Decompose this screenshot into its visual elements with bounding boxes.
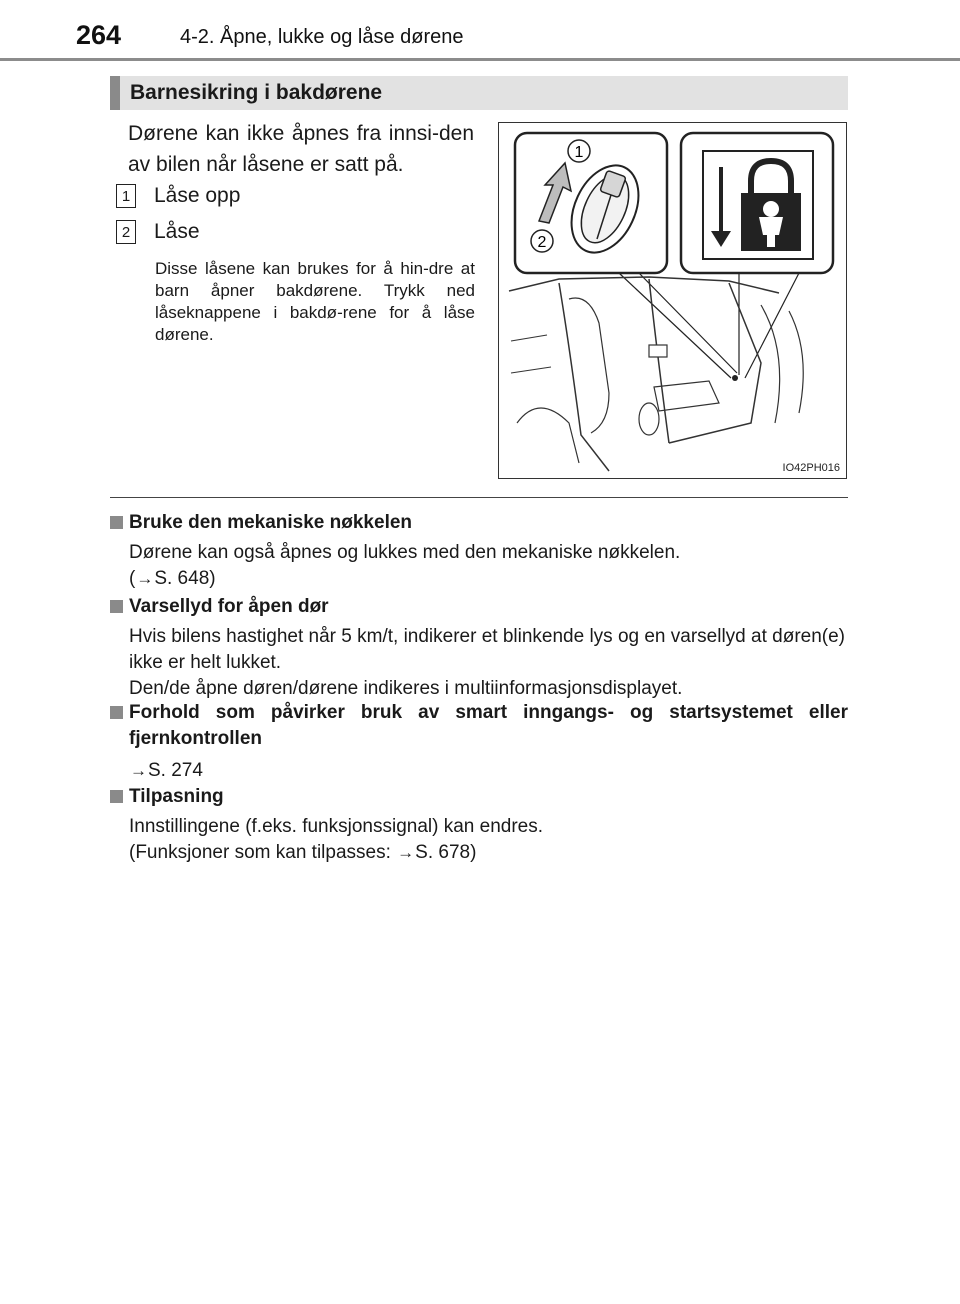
bullet-square-icon [110,706,123,719]
page-reference[interactable]: →S. 274 [130,760,203,781]
arrow-right-icon: → [130,761,147,780]
info-item-title: Bruke den mekaniske nøkkelen [129,512,413,533]
bullet-square-icon [110,600,123,613]
figure-code: IO42PH016 [782,462,840,474]
child-icon [763,201,779,217]
info-item-text: Hvis bilens hastighet når 5 km/t, indikerer et blinkende lys og en varsellyd at døren(e) ikke er helt lukket. [129,626,846,673]
info-item-body [129,540,848,592]
callout-2: 2 [537,234,547,251]
info-item-text: Dørene kan også åpnes og lukkes med den mekaniske nøkkelen. [129,542,681,563]
info-item-body [129,814,848,866]
info-item-text: Den/de åpne døren/dørene indikeres i multiinformasjonsdisplayet. [129,678,683,699]
info-item-customization [110,784,848,866]
info-item-title: Tilpasning [129,786,224,807]
body-rule [110,497,848,498]
section-header-bar [110,76,848,110]
child-lock-figure [498,122,847,479]
intro-text: Dørene kan ikke åpnes fra innsi-den av bilen når låsene er satt på. [128,122,474,176]
info-item-heading [110,594,848,620]
arrow-right-icon: → [397,843,415,862]
info-item-heading [110,784,848,810]
info-item-mechanical-key [110,510,848,592]
step-unlock [116,184,240,208]
info-item-heading [110,510,848,536]
step-number: 1 [116,184,136,208]
child-lock-illustration [499,123,848,480]
info-item-title: Varsellyd for åpen dør [129,596,329,617]
section-title: Barnesikring i bakdørene [130,81,383,104]
step-lock [116,220,200,244]
header-rule [0,58,960,61]
callout-1: 1 [574,144,584,161]
bullet-square-icon [110,790,123,803]
step-label: Låse opp [154,184,241,207]
info-item-heading [110,700,848,752]
info-item-text: Innstillingene (f.eks. funksjonssignal) kan endres. [129,816,544,837]
info-item-body [129,758,848,784]
note-text: Disse låsene kan brukes for å hin-dre at barn åpner bakdørene. Trykk ned låseknappene i bakdø-rene for å låse dørene. [155,259,475,344]
page-reference[interactable]: (→S. 648) [129,568,216,589]
page-reference[interactable]: (Funksjoner som kan tilpasses: →S. 678) [129,842,477,863]
info-item-title: Forhold som påvirker bruk av smart inngangs- og startsystemet eller fjernkontrollen [129,702,848,749]
info-item-body [129,624,848,702]
info-item-smart-entry [110,700,848,784]
step-label: Låse [154,220,200,243]
bullet-square-icon [110,516,123,529]
chapter-title: 4-2. Åpne, lukke og låse dørene [180,26,464,48]
step-number: 2 [116,220,136,244]
info-item-door-warning [110,594,848,702]
arrow-right-icon: → [136,569,154,588]
section-accent [110,76,120,110]
page-number: 264 [76,20,122,50]
